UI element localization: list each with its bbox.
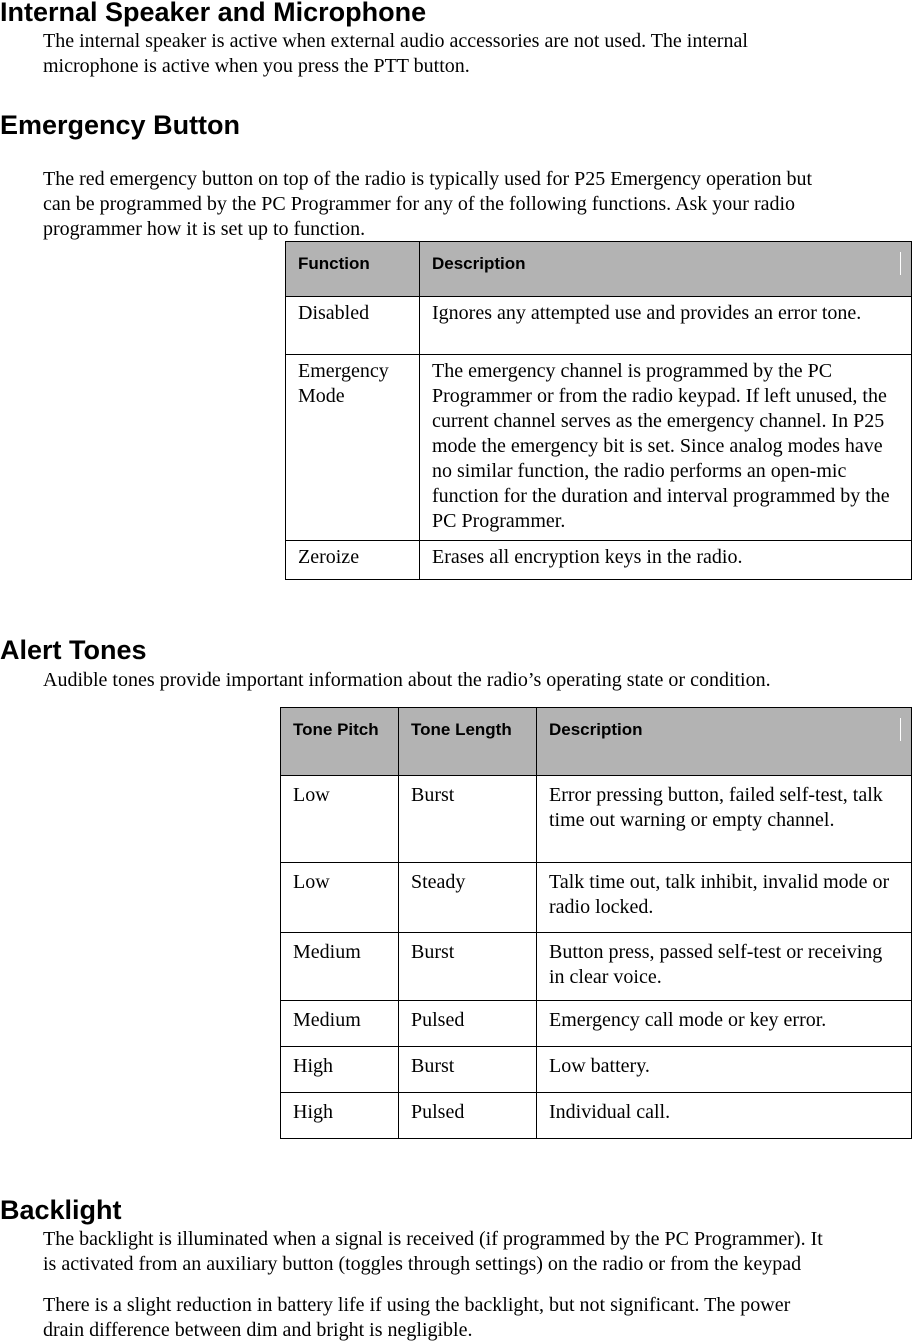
table-row <box>281 933 912 1001</box>
column-header-description-label: Description <box>432 252 901 275</box>
description-cell: Error pressing button, failed self-test, talk time out warning or empty channel. <box>537 776 912 863</box>
table-row <box>281 1001 912 1047</box>
backlight-heading: Backlight <box>0 1195 122 1225</box>
emergency-function-table <box>285 241 912 580</box>
length-cell: Steady <box>399 863 537 933</box>
description-cell: The emergency channel is programmed by the PC Programmer or from the radio keypad. If left unused, the current channel serves as the emergency channel. In P25 mode the emergency bit is set. Since analog modes have no similar function, the radio performs an open-mic function for the duration and interval programmed by the PC Programmer. <box>420 355 912 541</box>
table-row <box>286 297 912 355</box>
table-row <box>281 863 912 933</box>
backlight-line: There is a slight reduction in battery life if using the backlight, but not significant. The power <box>43 1294 791 1316</box>
speaker-paragraph <box>43 29 748 79</box>
table-row <box>286 355 912 541</box>
description-cell: Emergency call mode or key error. <box>537 1001 912 1047</box>
table-header-row <box>281 708 912 776</box>
length-cell: Burst <box>399 933 537 1001</box>
description-cell: Individual call. <box>537 1093 912 1139</box>
speaker-heading: Internal Speaker and Microphone <box>0 0 427 27</box>
emergency-heading: Emergency Button <box>0 110 241 140</box>
backlight-line: drain difference between dim and bright is negligible. <box>43 1319 473 1341</box>
pitch-cell: Low <box>281 776 399 863</box>
function-cell: Disabled <box>286 297 420 355</box>
description-cell: Button press, passed self-test or receiving in clear voice. <box>537 933 912 1001</box>
description-cell: Ignores any attempted use and provides an error tone. <box>420 297 912 355</box>
speaker-line: microphone is active when you press the PTT button. <box>43 55 470 77</box>
column-header-description <box>420 242 912 297</box>
alert-heading: Alert Tones <box>0 635 147 665</box>
backlight-paragraph-2 <box>43 1293 790 1343</box>
description-cell: Erases all encryption keys in the radio. <box>420 541 912 580</box>
pitch-cell: High <box>281 1093 399 1139</box>
column-header-tone-pitch: Tone Pitch <box>281 708 399 776</box>
speaker-line: The internal speaker is active when external audio accessories are not used. The internal <box>43 30 748 52</box>
column-header-function: Function <box>286 242 420 297</box>
emergency-line: The red emergency button on top of the radio is typically used for P25 Emergency operation but <box>43 168 813 190</box>
backlight-paragraph <box>43 1227 823 1277</box>
column-header-description <box>537 708 912 776</box>
table-row <box>281 776 912 863</box>
table-row <box>281 1047 912 1093</box>
pitch-cell: Medium <box>281 1001 399 1047</box>
function-cell: Emergency Mode <box>286 355 420 541</box>
emergency-line: can be programmed by the PC Programmer for any of the following functions. Ask your radio <box>43 193 796 215</box>
backlight-line: is activated from an auxiliary button (toggles through settings) on the radio or from the keypad <box>43 1253 802 1275</box>
emergency-line: programmer how it is set up to function. <box>43 218 366 240</box>
description-cell: Low battery. <box>537 1047 912 1093</box>
pitch-cell: High <box>281 1047 399 1093</box>
table-header-row <box>286 242 912 297</box>
table-row <box>281 1093 912 1139</box>
column-header-tone-length: Tone Length <box>399 708 537 776</box>
alert-line: Audible tones provide important information about the radio’s operating state or condition. <box>43 669 771 691</box>
length-cell: Pulsed <box>399 1001 537 1047</box>
backlight-line: The backlight is illuminated when a signal is received (if programmed by the PC Programmer). It <box>43 1228 823 1250</box>
length-cell: Burst <box>399 1047 537 1093</box>
pitch-cell: Low <box>281 863 399 933</box>
description-cell: Talk time out, talk inhibit, invalid mode or radio locked. <box>537 863 912 933</box>
pitch-cell: Medium <box>281 933 399 1001</box>
alert-paragraph <box>43 668 771 693</box>
length-cell: Burst <box>399 776 537 863</box>
emergency-paragraph <box>43 167 812 242</box>
function-cell: Zeroize <box>286 541 420 580</box>
length-cell: Pulsed <box>399 1093 537 1139</box>
column-header-description-label: Description <box>549 718 901 741</box>
table-row <box>286 541 912 580</box>
alert-tones-table <box>280 707 912 1139</box>
